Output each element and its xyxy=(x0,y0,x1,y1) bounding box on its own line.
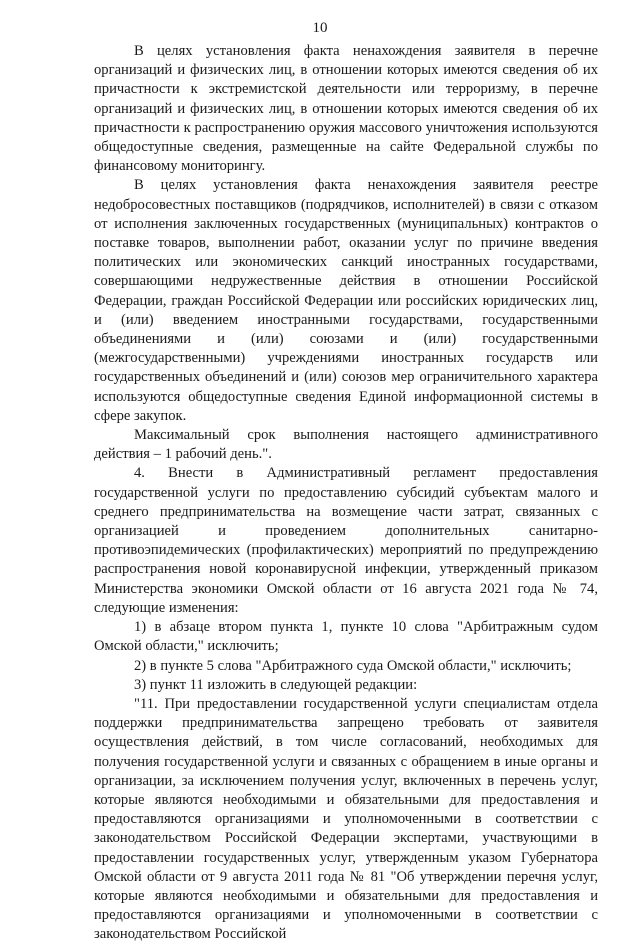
paragraph-item-4-amendments: 4. Внести в Административный регламент предоставления государственной услуги по предоставлению субсидий субъектам малого и среднего предпринимательства на возмещение части затрат, связанных с организацией и проведением дополнительных санитарно-противоэпидемических (профилактических) мероприятий по предупреждению распространения новой коронавирусной инфекции, утвержденный приказом Министерства экономики Омской области от 16 августа 2021 года № 74, следующие изменения: xyxy=(94,465,598,616)
paragraph-point-11-text: "11. При предоставлении государственной услуги специалистам отдела поддержки предпринимательства запрещено требовать от заявителя осуществления действий, в том числе согласований, необходимых для получения государственной услуги и связанных с обращением в иные органы и организации, за исключением получения услуг, включенных в перечень услуг, которые являются необходимыми и обязательными для предоставления и предоставляются организациями и уполномоченными в соответствии с законодательством Российской Федерации экспертами, участвующими в предоставлении государственных услуг, утвержденным указом Губернатора Омской области от 9 августа 2011 года № 81 "Об утверждении перечня услуг, которые являются необходимыми и обязательными для предоставления и предоставляются организациями и уполномоченными в соответствии с законодательством Российской xyxy=(94,695,598,943)
paragraph-extremism-check: В целях установления факта ненахождения заявителя в перечне организаций и физических лиц, в отношении которых имеются сведения об их причастности к экстремистской деятельности или терроризму, в перечне организаций и физических лиц, в отношении которых имеются сведения об их причастности к распространению оружия массового уничтожения используются общедоступные сведения, размещенные на сайте Федеральной службы по финансовому мониторингу. xyxy=(94,43,598,175)
page-number: 10 xyxy=(312,20,328,36)
document-body xyxy=(94,42,598,945)
paragraph-max-duration: Максимальный срок выполнения настоящего административного действия – 1 рабочий день.". xyxy=(94,427,598,463)
paragraph-amendment-2: 2) в пункте 5 слова "Арбитражного суда Омской области," исключить; xyxy=(134,657,572,674)
paragraph-amendment-3: 3) пункт 11 изложить в следующей редакции: xyxy=(134,676,418,693)
paragraph-unfair-suppliers-check: В целях установления факта ненахождения заявителя реестре недобросовестных поставщиков (подрядчиков, исполнителей) в связи с отказом от исполнения заключенных государственных (муниципальных) контрактов о поставке товаров, выполнении работ, оказании услуг по причине введения политических или экономических санкций иностранных государствами, совершающими недружественные действия в отношении Российской Федерации, граждан Российской Федерации или российских юридических лиц, и (или) введением иностранными государствами, государственными объединениями и (или) союзами и (или) государственными (межгосударственными) учреждениями иностранных государств или государственных объединений и (или) союзов мер ограничительного характера используются общедоступные сведения Единой информационной системы в сфере закупок. xyxy=(94,177,598,424)
paragraph-amendment-1: 1) в абзаце втором пункта 1, пункте 10 слова "Арбитражным судом Омской области," исключить; xyxy=(94,619,598,655)
